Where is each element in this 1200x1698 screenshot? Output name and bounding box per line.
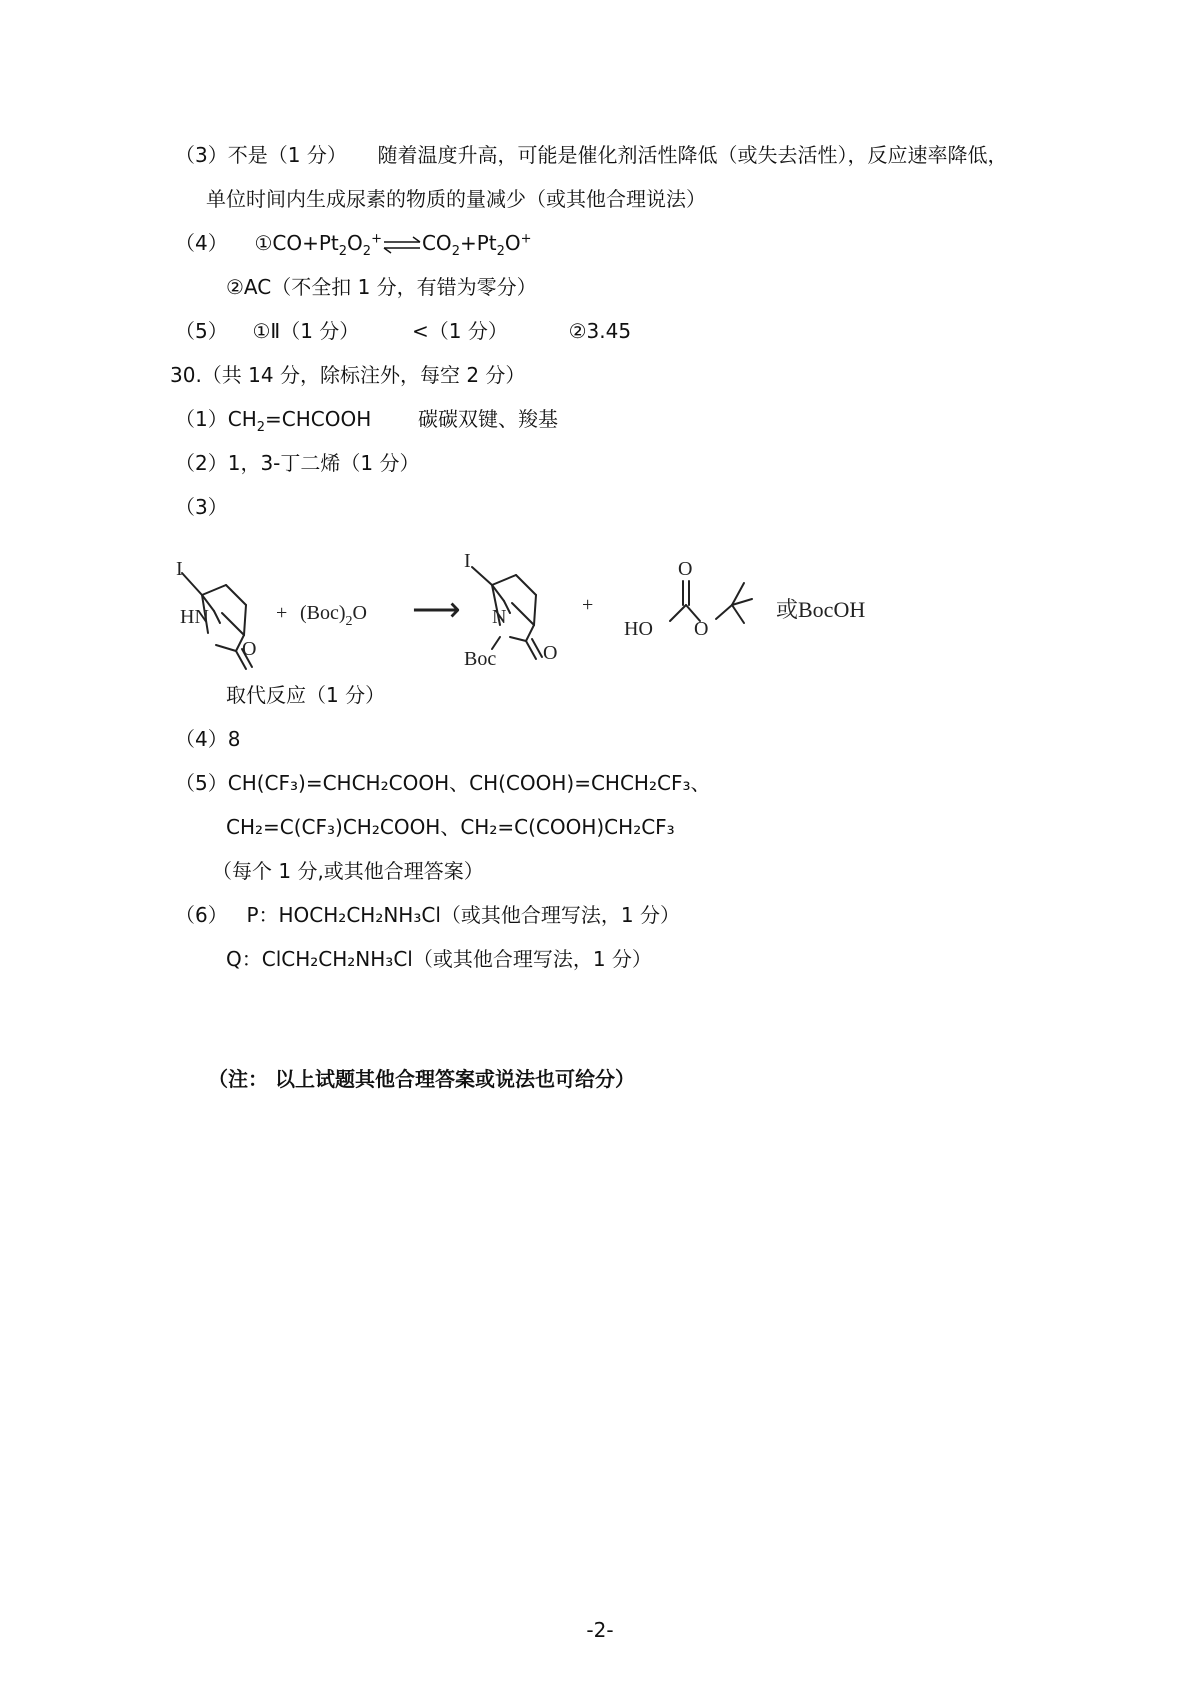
atom-o-carbonyl: O: [678, 558, 693, 580]
atom-n-product: N: [492, 606, 507, 628]
q30-header: 30.（共 14 分，除标注外，每空 2 分）: [170, 363, 526, 387]
product-structure: [472, 567, 542, 659]
q30-part1: [175, 406, 558, 435]
or-bocoh-label: 或BocOH: [776, 597, 866, 622]
equilibrium-arrow-icon: [382, 236, 422, 254]
plus-sign-2: +: [582, 594, 594, 616]
q29-part3-line2: 单位时间内生成尿素的物质的量减少（或其他合理说法）: [206, 187, 706, 211]
part-number: （3）: [175, 143, 228, 167]
atom-i-reactant: I: [176, 558, 183, 580]
q29-part4-line1: [175, 230, 532, 259]
q30-part6-p: [175, 902, 680, 928]
part-number: （6）: [175, 903, 228, 927]
reagent-boc2o: $(Boc)_2O$: [300, 602, 367, 629]
q30-part5-note: （每个 1 分,或其他合理答案）: [212, 859, 484, 883]
atom-o-product: O: [543, 642, 558, 664]
reaction-equation: $①CO+Pt_2O_2^+$ $CO_2+Pt_2O^+$: [254, 231, 532, 259]
atom-ho: HO: [624, 618, 653, 640]
part-number: （5）: [175, 771, 228, 795]
atom-hn: HN: [180, 606, 209, 628]
reaction-arrow-icon: ⟶: [412, 592, 461, 629]
q30-part5-line1: [175, 770, 710, 796]
atom-i-product: I: [464, 550, 471, 572]
atom-o-ester: O: [694, 618, 709, 640]
atom-boc: Boc: [464, 648, 497, 670]
answer-c: ②3.45: [568, 319, 632, 343]
atom-o-reactant: O: [242, 638, 257, 660]
answer-a: ①Ⅱ（1 分）: [252, 319, 360, 343]
plus-sign-1: +: [276, 602, 288, 624]
page-number: -2-: [586, 1618, 614, 1642]
answer-b: <（1 分）: [412, 319, 508, 343]
formula: $CH_2=CHCOOH$: [227, 407, 372, 435]
q29-part4-line2: ②AC（不全扣 1 分，有错为零分）: [226, 275, 537, 299]
substance-p: P：HOCH₂CH₂NH₃Cl（或其他合理写法，1 分）: [246, 903, 680, 927]
part-number: （1）: [175, 407, 228, 431]
isomer-formulas-1: CH(CF₃)=CHCH₂COOH、CH(COOH)=CHCH₂CF₃、: [227, 771, 711, 795]
q30-part2: （2）1，3-丁二烯（1 分）: [175, 451, 420, 475]
q30-part3-reaction-type: 取代反应（1 分）: [226, 683, 386, 707]
answer-text: 不是（1 分）: [227, 143, 347, 167]
grading-note: （注： 以上试题其他合理答案或说法也可给分）: [208, 1067, 635, 1091]
q29-part5: [175, 318, 631, 344]
part-number: （5）: [175, 319, 228, 343]
q29-part3-line1: [175, 142, 1008, 168]
q30-part6-q: Q：ClCH₂CH₂NH₃Cl（或其他合理写法，1 分）: [226, 947, 652, 971]
q30-part4: （4）8: [175, 727, 241, 751]
q30-part3-number: （3）: [175, 495, 228, 519]
byproduct-structure: [670, 581, 752, 623]
functional-groups: 碳碳双键、羧基: [418, 407, 558, 431]
explanation-text: 随着温度升高，可能是催化剂活性降低（或失去活性），反应速率降低，: [377, 143, 1008, 167]
part-number: （4）: [175, 231, 228, 255]
q30-part5-line2: CH₂=C(CF₃)CH₂COOH、CH₂=C(COOH)CH₂CF₃: [226, 815, 675, 839]
